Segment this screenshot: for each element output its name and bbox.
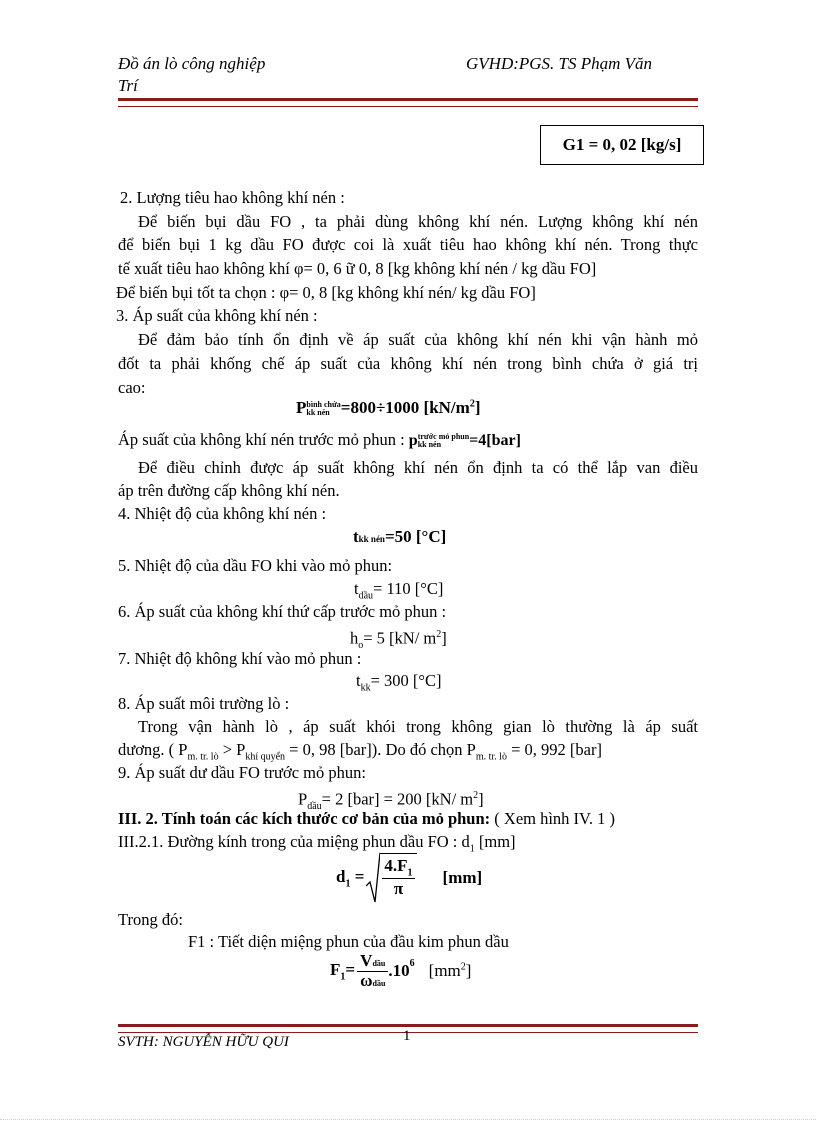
eq-f-unit: [mm	[428, 961, 461, 981]
eq-f-mult: .10	[388, 961, 410, 981]
s2-p4: Để biến bụi tốt ta chọn : φ= 0, 8 [kg không khí nén/ kg dầu FO]	[116, 283, 536, 302]
s3-title: 3. Áp suất của không khí nén :	[116, 306, 318, 325]
s8-sub1: m. tr. lò	[187, 751, 219, 763]
s8-sub3: m. tr. lò	[475, 751, 507, 763]
eq-d-unit: [mm]	[442, 868, 483, 887]
s6-sub: o	[358, 639, 364, 651]
header-left-continued: Trí	[118, 76, 138, 95]
eq-d-den: π	[393, 879, 404, 899]
s9-sub: dầu	[307, 800, 322, 812]
s2-title: 2. Lượng tiêu hao không khí nén :	[120, 188, 345, 207]
footer-left: SVTH: NGUYỄN HỮU QUI	[118, 1034, 289, 1050]
sec-iii2-bold: III. 2. Tính toán các kích thước cơ bản của mỏ phun:	[118, 809, 491, 828]
header-left: Đồ án lò công nghiệp	[118, 54, 266, 73]
s3-p4-line: Áp suất của không khí nén trước mỏ phun : p trước mỏ phun kk nén =4[bar]	[118, 430, 521, 450]
eq-f-exp: 6	[409, 958, 415, 969]
s8-p2a: dương. ( P	[118, 740, 188, 759]
s8-title: 8. Áp suất môi trường lò :	[118, 694, 290, 713]
s3-p1: Để đảm bảo tính ổn định về áp suất của không khí nén khi vận hành mỏ	[138, 330, 698, 349]
s5-title: 5. Nhiệt độ của dầu FO khi vào mỏ phun:	[118, 556, 393, 575]
s5-sub: dầu	[358, 590, 374, 602]
s8-p2b: > P	[218, 740, 246, 759]
s9-eq-rhs: = 2 [bar] = 200 [kN/ m	[321, 789, 474, 809]
s9-close: ]	[478, 789, 484, 809]
eq-area: $F_1=$ $\frac{\text{Vdầu}}{\text{ωdầu}}$ .10 $^6$ $[mm^2]$	[330, 951, 472, 990]
sqrt-icon	[366, 852, 380, 904]
s7-eq-rhs: = 300 [°C]	[370, 671, 442, 690]
s6-eq-rhs: = 5 [kN/ m	[363, 628, 437, 648]
s2-p3: tế xuất tiêu hao không khí φ= 0, 6 ữ 0, 8 [kg không khí nén / kg dầu FO]	[118, 259, 597, 278]
s3-p3: cao:	[118, 378, 146, 397]
f1-desc: F1 : Tiết diện miệng phun của đầu kim phun dầu	[188, 932, 509, 951]
eq-f-num-sub: dầu	[372, 959, 386, 968]
s9-title: 9. Áp suất dư dầu FO trước mỏ phun:	[118, 763, 366, 782]
eq-diameter: $d_1$ = $4.F_1$ π [mm]	[336, 852, 482, 904]
s7-sub: kk	[360, 682, 371, 694]
s5-eq: $t_{dầu}= 110$ [°C]	[354, 579, 444, 602]
sub-iii21-text: III.2.1. Đường kính trong của miệng phun dầu FO : d	[118, 832, 470, 851]
s4-title: 4. Nhiệt độ của không khí nén :	[118, 504, 327, 523]
s8-p1: Trong vận hành lò , áp suất khói trong không gian lò thường là áp suất	[138, 717, 698, 736]
eq-d-num: 4.F	[384, 855, 408, 875]
s3-p4: Áp suất của không khí nén trước mỏ phun :	[118, 430, 405, 449]
eq1-rhs: =800÷1000 [kN/m	[340, 398, 470, 417]
sub-iii21-unit: [mm]	[474, 832, 516, 851]
s5-eq-rhs: = 110 [°C]	[373, 579, 444, 598]
s8-p2d: = 0, 992 [bar]	[506, 740, 602, 759]
eq-pressure-tank: P bình chứa kk nén =800÷1000 $[kN/m^2]$	[296, 398, 481, 418]
sec-iii2-rest: ( Xem hình IV. 1 )	[490, 809, 615, 828]
s3-p2: đốt ta phải khống chế áp suất của không khí nén trong bình chứa ở giá trị	[118, 354, 698, 373]
s8-sub2: khí quyển	[245, 751, 286, 763]
boxed-result	[540, 125, 704, 165]
s9-eq: $P_{dầu}= 2$ [bar] = 200 [kN/ $m^2$]	[298, 789, 484, 812]
sub-iii21-sub: 1	[469, 843, 475, 855]
s3-p6: áp trên đường cấp không khí nén.	[118, 481, 340, 500]
eq1-sup: bình chứa	[306, 400, 341, 410]
s2-p2: để biến bụi 1 kg dầu FO được coi là xuất tiêu hao không khí nén. Trong thực	[118, 235, 698, 254]
eq-f-den-sub: dầu	[372, 978, 386, 988]
page-bottom-dotted-line	[0, 1119, 816, 1120]
eq2-sup: trước mỏ phun	[417, 432, 470, 442]
eq2-sub: kk nén	[417, 440, 442, 450]
eq-temp-air: tkk nén=50 [°C]	[353, 527, 447, 546]
eq1-sub: kk nén	[306, 408, 330, 418]
s6-eq: $h_o= 5$ [kN/ $m^2$]	[350, 628, 447, 651]
eq2-rhs: =4[bar]	[469, 432, 521, 449]
s8-p2c: = 0, 98 [bar]). Do đó chọn P	[285, 740, 476, 759]
eq3-rhs: =50 [°C]	[384, 527, 447, 546]
header-right: GVHD:PGS. TS Phạm Văn	[466, 54, 653, 73]
s3-p5: Để điều chỉnh được áp suất không khí nén ổn định ta có thể lắp van điều	[138, 458, 698, 477]
eq3-sub: kk nén	[358, 534, 385, 544]
s7-title: 7. Nhiệt độ không khí vào mỏ phun :	[118, 649, 362, 668]
sec-iii2-title	[118, 807, 698, 830]
s6-title: 6. Áp suất của không khí thứ cấp trước mỏ phun :	[118, 602, 447, 621]
boxed-result-text: G1 = 0, 02 [kg/s]	[562, 135, 682, 154]
trong-do: Trong đó:	[118, 910, 183, 929]
header-rule	[118, 98, 698, 107]
page-number: 1	[403, 1028, 411, 1044]
s2-p1: Để biến bụi dầu FO , ta phải dùng không khí nén. Lượng không khí nén	[138, 212, 698, 231]
s7-eq: $t_{kk}= 300$ [°C]	[356, 671, 442, 694]
